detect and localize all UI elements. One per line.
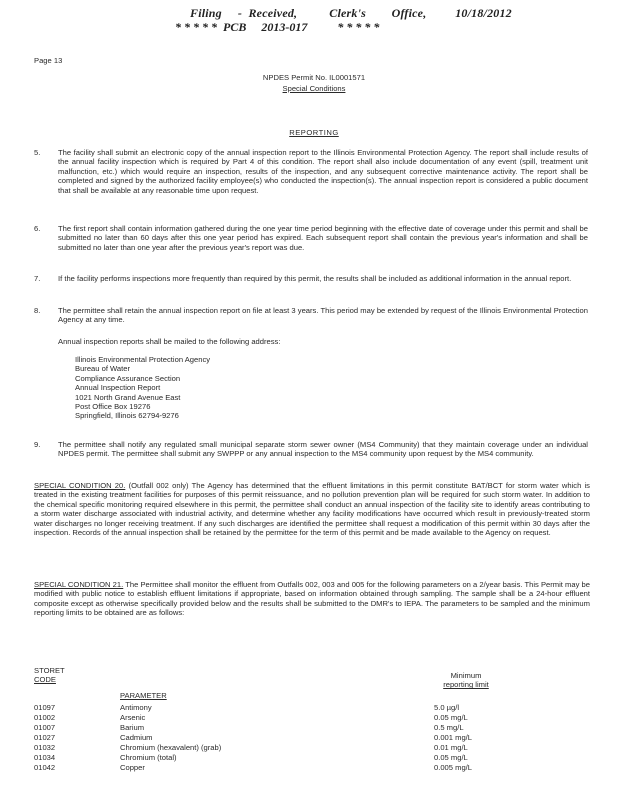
special-condition-20 — [34, 481, 590, 537]
parameter-name: Barium — [120, 723, 145, 732]
parameter-name: Antimony — [120, 703, 152, 712]
code-header-line: CODE — [34, 675, 56, 685]
minimum-header-line: Minimum — [450, 671, 482, 680]
item-number: 6. — [34, 224, 41, 233]
reporting-limit: 0.5 mg/L — [434, 723, 464, 732]
condition-text: The Permittee shall monitor the effluent from Outfalls 002, 003 and 005 for the following parameters on a 2/year basis. This Permit may be modified with public notice to establish effluent limitations if appropriate, based on information obtained through sampling. The sample shall be a 24-hour effluent composite except as otherwise specifically provided below and the results shall be submitted to the DMR's to IEPA. The parameters to be sampled and the minimum reporting limits to be obtained are as follows: — [34, 580, 590, 618]
item-number: 7. — [34, 274, 41, 283]
condition-label: SPECIAL CONDITION 20. — [34, 481, 126, 490]
reporting-limit: 0.005 mg/L — [434, 763, 472, 772]
table-row — [34, 733, 594, 743]
item-number: 8. — [34, 306, 41, 315]
address-line: Compliance Assurance Section — [75, 373, 181, 383]
storet-code: 01097 — [34, 703, 56, 712]
parameter-name: Arsenic — [120, 713, 146, 722]
parameter-header: PARAMETER — [120, 691, 167, 700]
storet-header-line: STORET — [34, 666, 65, 675]
item-text: The permittee shall retain the annual inspection report on file at least 3 years. This period may be extended by request of the Illinois Environmental Protection Agency at any time. — [58, 306, 588, 325]
item-text: The facility shall submit an electronic copy of the annual inspection report to the Illinois Environmental Protection Agency. The report shall include results of the annual facility inspection which is required by Part 4 of this condition. The report shall also include documentation of any event (spill, treatment unit malfunction, etc.) which would require an inspection, results of the inspection, and any subsequent corrective maintenance activity. The report shall be completed and signed by the authorized facility employee(s) who conducted the inspection(s). The annual inspection report is considered a public document that shall be available at any reasonable time upon request. — [58, 148, 588, 195]
table-row — [34, 753, 594, 763]
item-text: If the facility performs inspections more frequently than required by this permit, the results shall be included as additional information in the annual report. — [58, 274, 572, 283]
address-line: Springfield, Illinois 62794-9276 — [75, 411, 179, 421]
storet-header — [34, 666, 94, 685]
reporting-limit: 0.01 mg/L — [434, 743, 468, 752]
item-number: 5. — [34, 148, 41, 157]
condition-text: (Outfall 002 only) The Agency has determined that the effluent limitations in this permit constitute BAT/BCT for storm water which is treated in the existing treatment facilities for purposes of this permit reissuance, and no pollution prevention plan will be required for such storm water. In addition to the chemical specific monitoring required elsewhere in this permit, the permittee shall conduct an annual inspection of the facility site to identify areas contributing to a storm water discharge associated with industrial activity, and determine whether any facility modifications have occurred which result in previously-treated storm water discharges no longer receiving treatment. If any such discharges are identified the permittee shall request a modification of this permit within 30 days after the inspection. Records of the annual inspection shall be retained by the permittee for the term of this permit and be made available to the Agency on request. — [34, 481, 590, 538]
filing-stamp-line-1: Filing - Received, Clerk's Office, 10/18/2012 — [190, 6, 512, 20]
storet-code: 01002 — [34, 713, 56, 722]
storet-code: 01027 — [34, 733, 56, 742]
special-condition-21 — [34, 580, 590, 618]
item-text: The first report shall contain information gathered during the one year time period beginning with the effective date of coverage under this permit and shall be submitted no later than 60 days after this one year period has expired. Each subsequent report shall contain the previous year's information and shall be submitted no later than one year after the previous year's report was due. — [58, 224, 588, 252]
address-line: Annual Inspection Report — [75, 383, 161, 393]
storet-code: 01042 — [34, 763, 56, 772]
storet-code: 01007 — [34, 723, 56, 732]
address-line: Illinois Environmental Protection Agency — [75, 355, 211, 364]
mail-intro-text: Annual inspection reports shall be mailed to the following address: — [58, 337, 281, 346]
table-row — [34, 703, 594, 713]
parameter-name: Chromium (total) — [120, 753, 177, 762]
permit-number: NPDES Permit No. IL0001571 — [262, 73, 366, 82]
item-text: The permittee shall notify any regulated small municipal separate storm sewer owner (MS4 Community) that they maintain coverage under an individual NPDES permit. The permittee shall submit any SWPPP or any annual inspection to the MS4 community upon request by the MS4 community. — [58, 440, 588, 459]
storet-code: 01034 — [34, 753, 56, 762]
address-line: Bureau of Water — [75, 364, 131, 374]
storet-code: 01032 — [34, 743, 56, 752]
filing-stamp-line-2: * * * * * PCB 2013-017 * * * * * — [175, 20, 380, 34]
minimum-limit-header — [431, 671, 501, 690]
address-line: Post Office Box 19276 — [75, 402, 151, 412]
reporting-limit: 0.05 mg/L — [434, 753, 468, 762]
table-row — [34, 763, 594, 773]
item-number: 9. — [34, 440, 41, 449]
table-row — [34, 743, 594, 753]
parameter-name: Chromium (hexavalent) (grab) — [120, 743, 222, 752]
mailing-address — [75, 355, 210, 421]
reporting-limit: 5.0 µg/l — [434, 703, 460, 712]
reporting-limit: 0.001 mg/L — [434, 733, 472, 742]
table-row — [34, 713, 594, 723]
table-row — [34, 723, 594, 733]
parameter-name: Copper — [120, 763, 145, 772]
reporting-heading: REPORTING — [289, 128, 339, 137]
address-line: 1021 North Grand Avenue East — [75, 392, 181, 402]
parameter-name: Cadmium — [120, 733, 153, 742]
page-number: Page 13 — [34, 56, 63, 65]
reporting-limit-header-line: reporting limit — [443, 680, 489, 690]
condition-label: SPECIAL CONDITION 21. — [34, 580, 124, 589]
special-conditions-title: Special Conditions — [282, 84, 346, 93]
reporting-limit: 0.05 mg/L — [434, 713, 468, 722]
